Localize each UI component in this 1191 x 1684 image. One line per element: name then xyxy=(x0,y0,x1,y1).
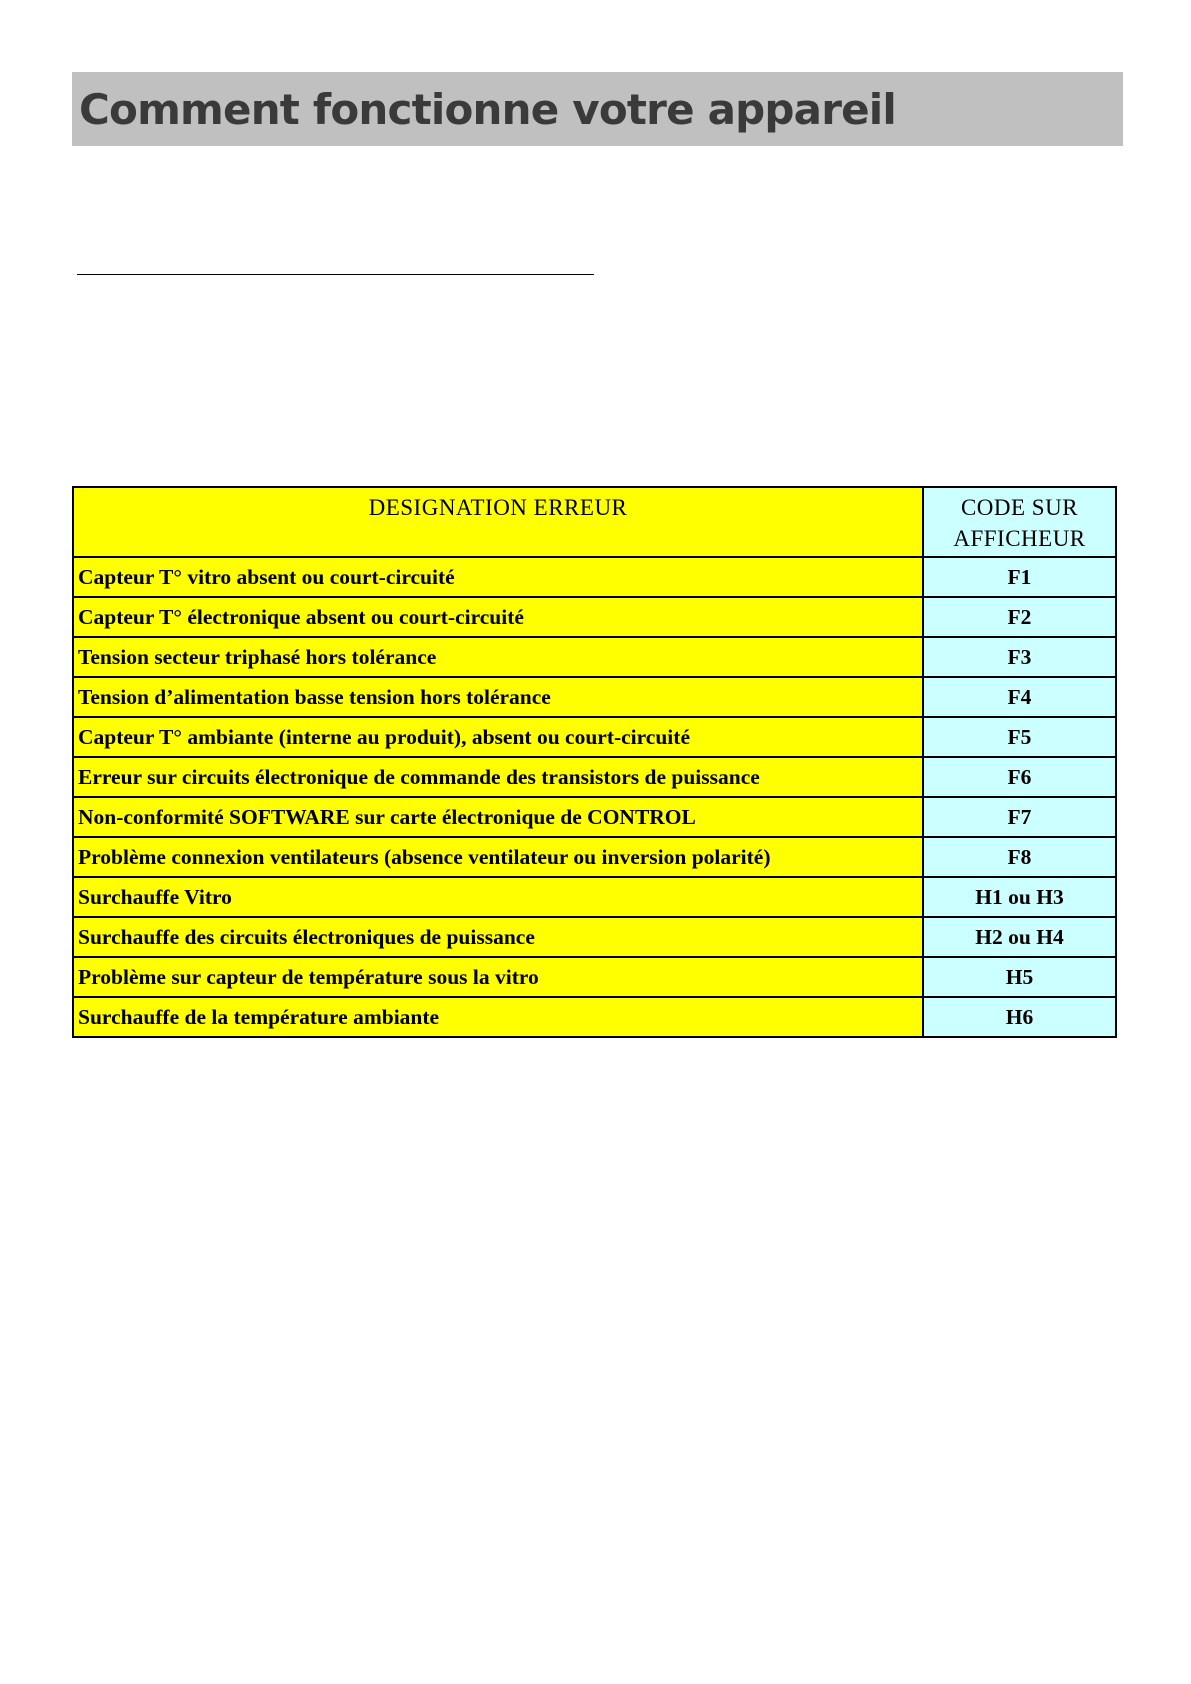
table-row xyxy=(73,957,1116,997)
table-row xyxy=(73,997,1116,1037)
row-designation: Tension d’alimentation basse tension hors tolérance xyxy=(73,677,923,717)
row-designation: Problème connexion ventilateurs (absence ventilateur ou inversion polarité) xyxy=(73,837,923,877)
table-row xyxy=(73,597,1116,637)
row-designation: Capteur T° électronique absent ou court-circuité xyxy=(73,597,923,637)
page-title-bar xyxy=(72,72,1123,146)
table-row xyxy=(73,797,1116,837)
row-code: F1 xyxy=(923,557,1116,597)
header-designation: DESIGNATION ERREUR xyxy=(73,487,923,557)
row-code: F6 xyxy=(923,757,1116,797)
row-designation: Surchauffe de la température ambiante xyxy=(73,997,923,1037)
table-row xyxy=(73,757,1116,797)
table-row xyxy=(73,877,1116,917)
row-designation: Surchauffe Vitro xyxy=(73,877,923,917)
row-code: H6 xyxy=(923,997,1116,1037)
error-code-table xyxy=(72,486,1117,1038)
table-row xyxy=(73,637,1116,677)
row-code: H5 xyxy=(923,957,1116,997)
row-code: F7 xyxy=(923,797,1116,837)
row-designation: Surchauffe des circuits électroniques de puissance xyxy=(73,917,923,957)
row-code: F4 xyxy=(923,677,1116,717)
row-designation: Erreur sur circuits électronique de commande des transistors de puissance xyxy=(73,757,923,797)
row-code: F3 xyxy=(923,637,1116,677)
row-designation: Problème sur capteur de température sous la vitro xyxy=(73,957,923,997)
table-row xyxy=(73,917,1116,957)
row-designation: Non-conformité SOFTWARE sur carte électronique de CONTROL xyxy=(73,797,923,837)
page-title: Comment fonctionne votre appareil xyxy=(79,84,896,134)
row-designation: Tension secteur triphasé hors tolérance xyxy=(73,637,923,677)
row-code: H2 ou H4 xyxy=(923,917,1116,957)
table-row xyxy=(73,557,1116,597)
section-divider xyxy=(77,274,594,275)
header-code xyxy=(923,487,1116,557)
row-designation: Capteur T° vitro absent ou court-circuité xyxy=(73,557,923,597)
table-row xyxy=(73,717,1116,757)
table-row xyxy=(73,837,1116,877)
row-code: F5 xyxy=(923,717,1116,757)
row-designation: Capteur T° ambiante (interne au produit), absent ou court-circuité xyxy=(73,717,923,757)
row-code: F2 xyxy=(923,597,1116,637)
table-header-row xyxy=(73,487,1116,557)
row-code: H1 ou H3 xyxy=(923,877,1116,917)
row-code: F8 xyxy=(923,837,1116,877)
header-code-line1: CODE SUR xyxy=(960,495,1079,520)
header-code-line2: AFFICHEUR xyxy=(953,526,1086,551)
table-row xyxy=(73,677,1116,717)
